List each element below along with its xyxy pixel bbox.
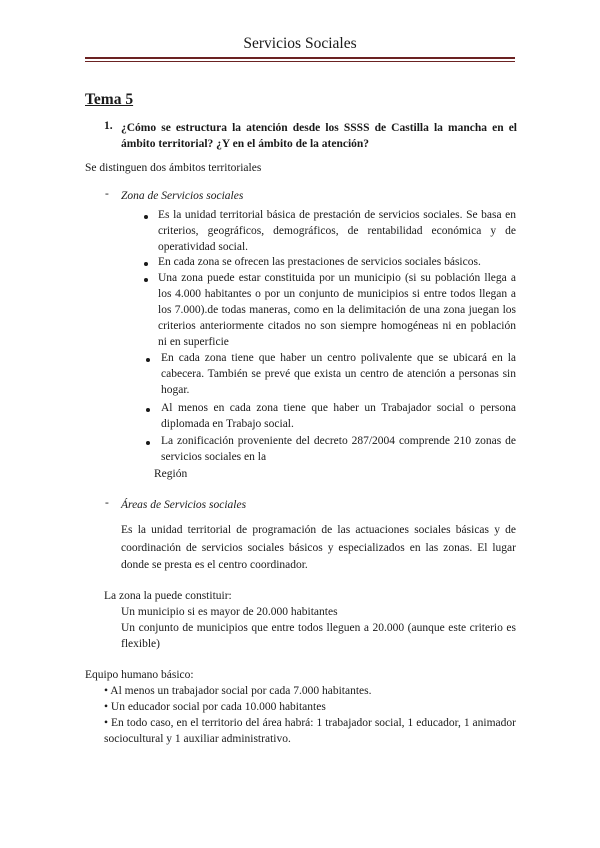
intro-text: Se distinguen dos ámbitos territoriales (85, 162, 262, 174)
zona-constituir-line-2: Un conjunto de municipios que entre todos lleguen a 20.000 (aunque este criterio es flexible) (121, 622, 516, 650)
zona-bullet-6: La zonificación proveniente del decreto 287/2004 comprende 210 zonas de servicios sociales en la (161, 435, 516, 463)
header-rule-thin (85, 61, 515, 62)
bullet-dot (146, 408, 150, 412)
zona-heading: Zona de Servicios sociales (121, 190, 244, 202)
zona-bullet-5: Al menos en cada zona tiene que haber un Trabajador social o persona diplomada en Trabajo social. (161, 402, 516, 430)
equipo-item-3: • En todo caso, en el territorio del área habrá: 1 trabajador social, 1 educador, 1 animador sociocultural y 1 auxiliar administrativo. (104, 717, 516, 745)
zona-bullet-4: En cada zona tiene que haber un centro polivalente que se ubicará en la cabecera. También se prevé que exista un centro de atención a personas sin hogar. (161, 352, 516, 396)
zona-constituir-line-1: Un municipio si es mayor de 20.000 habitantes (121, 606, 338, 618)
equipo-item-1: • Al menos un trabajador social por cada 7.000 habitantes. (104, 685, 372, 697)
bullet-dot (144, 278, 148, 282)
equipo-lead: Equipo humano básico: (85, 669, 194, 681)
document-header-title: Servicios Sociales (243, 35, 357, 52)
header-rule-thick (85, 57, 515, 59)
question-number: 1. (104, 120, 113, 132)
zona-bullet-3: Una zona puede estar constituida por un municipio (si su población llega a los 4.000 habitantes o por un conjunto de municipios si entre todos llegan a los 7.000).de todas maneras, como en la delimitación de una zona juegan los criterios anteriormente citados no son siempre homogéneas ni en población ni en superficie (158, 272, 516, 348)
areas-paragraph: Es la unidad territorial de programación de las actuaciones sociales básicas y de coordinación de servicios sociales básicos y especializados en las zonas. El lugar donde se presta es el centro coordinador. (121, 524, 516, 571)
zona-dash: - (105, 188, 109, 200)
bullet-dot (144, 215, 148, 219)
topic-title: Tema 5 (85, 91, 134, 108)
areas-dash: - (105, 497, 109, 509)
question-text: ¿Cómo se estructura la atención desde los SSSS de Castilla la mancha en el ámbito territorial? ¿Y en el ámbito de la atención? (121, 122, 517, 150)
zona-bullet-2: En cada zona se ofrecen las prestaciones de servicios sociales básicos. (158, 256, 481, 268)
zona-region-text: Región (154, 468, 188, 480)
bullet-dot (146, 441, 150, 445)
areas-heading: Áreas de Servicios sociales (121, 499, 247, 511)
zona-bullet-1: Es la unidad territorial básica de prestación de servicios sociales. Se basa en criterios, geográficos, demográficos, de rentabilidad económica y de operatividad social. (158, 209, 516, 253)
zona-constituir-lead: La zona la puede constituir: (104, 590, 232, 602)
bullet-dot (144, 262, 148, 266)
bullet-dot (146, 358, 150, 362)
equipo-item-2: • Un educador social por cada 10.000 habitantes (104, 701, 326, 713)
